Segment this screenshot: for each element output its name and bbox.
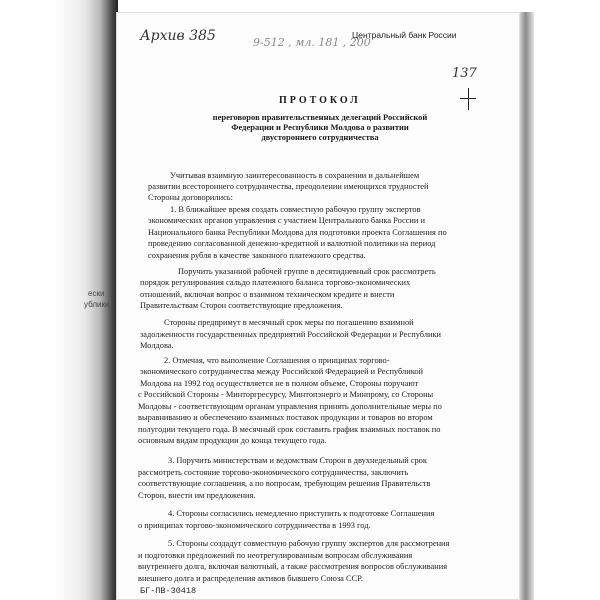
body-line: соответствующие соглашения, а по вопросам, требующим решения Правительств <box>138 479 431 488</box>
body-line: внешнего долга и распределения активов бывшего Союза ССР. <box>138 574 363 583</box>
body-line: 3. Поручить министерствам и ведомствам Сторон в двухнедельный срок <box>168 456 427 465</box>
handwritten-page-number: 137 <box>452 66 477 81</box>
body-line: Сторон, внести им предложения. <box>138 491 256 500</box>
margin-fragment: ески <box>88 289 105 298</box>
handwritten-ref-note: 9-512 , мл. 181 , 200 <box>253 36 371 49</box>
body-line: проведению согласованной денежно-кредитной и валютной политики на период <box>148 239 436 248</box>
body-line: основным видам продукции до конца текущего года. <box>138 436 327 445</box>
body-line: рассмотреть состояние торгово-экономического сотрудничества, заключить <box>138 468 409 477</box>
body-line: Стороны предпримут в месячный срок меры по погашению взаимной <box>164 318 414 327</box>
subtitle-line: Федерации и Республики Молдова о развитии <box>231 122 409 132</box>
body-line: отношений, включая вопрос о взаимном техническом кредите и внести <box>140 290 395 299</box>
scan-right-edge <box>520 12 534 600</box>
footer-code: БГ-ПВ-30418 <box>140 586 197 596</box>
body-line: задолженности государственных предприятий Российской Федерации и Республики <box>140 330 442 339</box>
document-title: ПРОТОКОЛ <box>279 95 361 106</box>
body-line: о принципах торгово-экономического сотрудничества в 1993 год. <box>138 521 371 530</box>
body-line: Учитывая взаимную заинтересованность в сохранении и дальнейшем <box>170 171 420 180</box>
body-line: экономического сотрудничества между Российской Федерацией и Республикой <box>140 367 424 376</box>
body-line: Правительствам Сторон соответствующие предложения. <box>140 301 343 310</box>
body-line: экономических органов управления с участием Центрального банка России и <box>148 216 425 225</box>
body-line: Национального банка Республики Молдова для подготовки проекта Соглашения по <box>148 228 447 237</box>
subtitle-line: переговоров правительственных делегаций Российской <box>212 112 428 122</box>
subtitle-line: двустороннего сотрудничества <box>261 132 379 142</box>
body-line: Молдовы - соответствующим органам управления принять дополнительные меры по <box>138 402 442 411</box>
document-subtitle <box>200 112 440 142</box>
body-line: полугодии текущего года. В месячный срок составить график взаимных поставок по <box>138 425 441 434</box>
body-line: с Российской Стороны - Минторгресурсу, Минтопэнерго и Минпрому, со Стороны <box>138 390 434 399</box>
body-line: 2. Отмечая, что выполнение Соглашения о принципах торгово- <box>164 356 390 365</box>
body-line: сохранения рубля в качестве законного платежного средства. <box>148 251 366 260</box>
body-line: Стороны договорились: <box>148 193 233 202</box>
body-line: развитии всестороннего сотрудничества, преодолении имеющихся трудностей <box>148 182 429 191</box>
body-line: 5. Стороны создадут совместную рабочую группу экспертов для рассмотрения <box>168 539 450 548</box>
body-line: Поручить указанной рабочей группе в десятидневный срок рассмотреть <box>178 267 436 276</box>
hand-cross-mark-horizontal <box>460 98 476 99</box>
body-line: Молдова. <box>140 341 174 350</box>
body-line: Молдова на 1992 год осуществляется не в полном объеме, Стороны поручают <box>140 379 419 388</box>
body-line: 4. Стороны согласились немедленно приступить к подготовке Соглашения <box>168 509 435 518</box>
hand-cross-mark-vertical <box>468 88 469 110</box>
body-line: и подготовки предложений по неотрегулированным вопросам обслуживания <box>138 551 413 560</box>
header-org: Центральный банк России <box>352 30 457 40</box>
body-line: выравниванию и обеспечению взаимных поставок продукции и товаров во втором <box>138 413 433 422</box>
body-line: внутреннего долга, включая валютный, а также рассмотрения вопросов обслуживания <box>138 562 448 571</box>
body-line: 1. В ближайшее время создать совместную рабочую группу экспертов <box>170 205 421 214</box>
margin-fragment: ублики <box>84 300 110 309</box>
handwritten-archive-note: Архив 385 <box>140 28 216 44</box>
body-line: порядок регулирования сальдо платежного баланса торгово-экономических <box>140 278 411 287</box>
